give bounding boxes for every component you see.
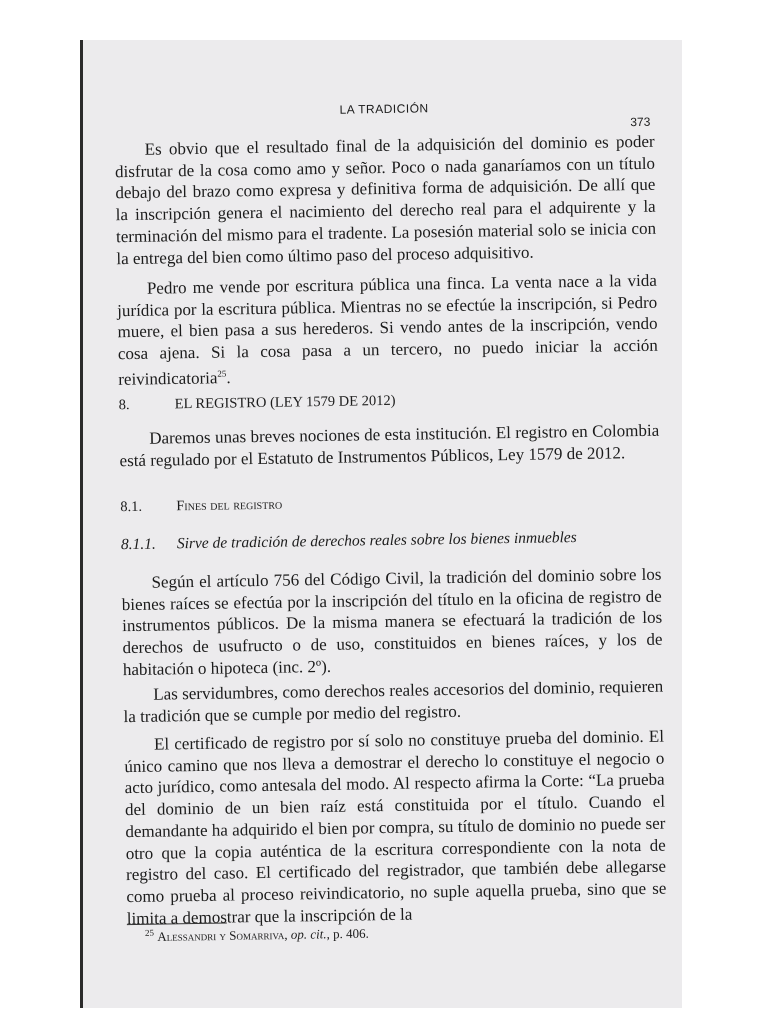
page-number: 373: [630, 114, 651, 130]
footnote-op-cit: op. cit.: [290, 926, 327, 942]
section-8-1-title: Fines del registro: [176, 496, 283, 515]
section-8-1-1-number: 8.1.1.: [120, 535, 156, 554]
section-8-1-1-heading: [121, 528, 661, 554]
paragraph-servidumbres: Las servidumbres, como derechos reales accesorios del dominio, requieren la tradición que se cumple por medio del registro.: [123, 676, 664, 726]
book-page: [80, 40, 682, 1008]
page-content: [113, 36, 667, 944]
section-8-1-1-title: Sirve de tradición de derechos reales sobre los bienes inmuebles: [176, 529, 577, 553]
paragraph-2: Pedro me vende por escritura pública una finca. La venta nace a la vida jurídica por la escritura pública. Mientras no se efectúe la inscripción, si Pedro muere, el bien pasa a sus herederos. Si vendo antes de la inscripción, vendo cosa ajena. Si la cosa pasa a un tercero, no puedo iniciar la acción reivindicatoria$^{25}$.: [117, 270, 658, 389]
paragraph-article-756: Según el artículo 756 del Código Civil, la tradición del dominio sobre los bienes raíces se efectúa por la inscripción del título en la oficina de registro de instrumentos públicos. De la misma manera se efectuará la tradición de los derechos de usufructo o de uso, constituidos en bienes raíces, y los de habitación o hipoteca (inc. 2º).: [121, 564, 663, 679]
footnote-page: , p. 406.: [326, 925, 369, 942]
section-8-1-number: 8.1.: [120, 498, 143, 516]
section-8-paragraph: Daremos unas breves nociones de esta institución. El registro en Colombia está regulado por el Estatuto de Instrumentos Públicos, Ley 1579 de 2012.: [119, 420, 660, 470]
section-8-heading: [119, 389, 659, 414]
section-8-number: 8.: [118, 397, 130, 414]
footnote-reference: 25: [217, 368, 227, 379]
paragraph-certificado: El certificado de registro por sí solo no constituye prueba del dominio. El único camino que nos lleva a demostrar el derecho lo constituye el negocio o acto jurídico, como antesala del modo. Al respecto afirma la Corte: “La prueba del dominio de un bien raíz está constituida por el título. Cuando el demandante ha adquirido el bien por compra, su título de dominio no puede ser otro que la copia auténtica de la escritura correspondiente con la nota de registro del caso. El certificado del registrador, que también debe allegarse como prueba al proceso reivindicatorio, no suple aquella prueba, sino que se limita a demostrar que la inscripción de la: [124, 726, 667, 928]
section-8-1-heading: [120, 491, 660, 516]
paragraph-1: Es obvio que el resultado final de la adquisición del dominio es poder disfrutar de la cosa como amo y señor. Poco o nada ganaríamos con un título debajo del brazo como expresa y definitiva forma de adquisición. De allí que la inscripción genera el nacimiento del derecho real para el adquirente y la terminación del mismo para el tradente. La posesión material solo se inicia con la entrega del bien como último paso del proceso adquisitivo.: [114, 131, 657, 268]
footnote-number: 25: [144, 927, 155, 938]
section-8-title: EL REGISTRO (LEY 1579 DE 2012): [174, 392, 396, 413]
footnote-25: [145, 924, 369, 945]
running-title: LA TRADICIÓN: [339, 101, 429, 117]
paragraph-2-text: Pedro me vende por escritura pública una finca. La venta nace a la vida jurídica por la escritura pública. Mientras no se efectúe la inscripción, si Pedro muere, el bien pasa a sus herederos. Si vendo antes de la inscripción, vendo cosa ajena. Si la cosa pasa a un tercero, no puedo iniciar la acción reivindicatoria: [117, 270, 658, 389]
footnote-authors: Alessandri y Somarriva,: [157, 926, 288, 944]
